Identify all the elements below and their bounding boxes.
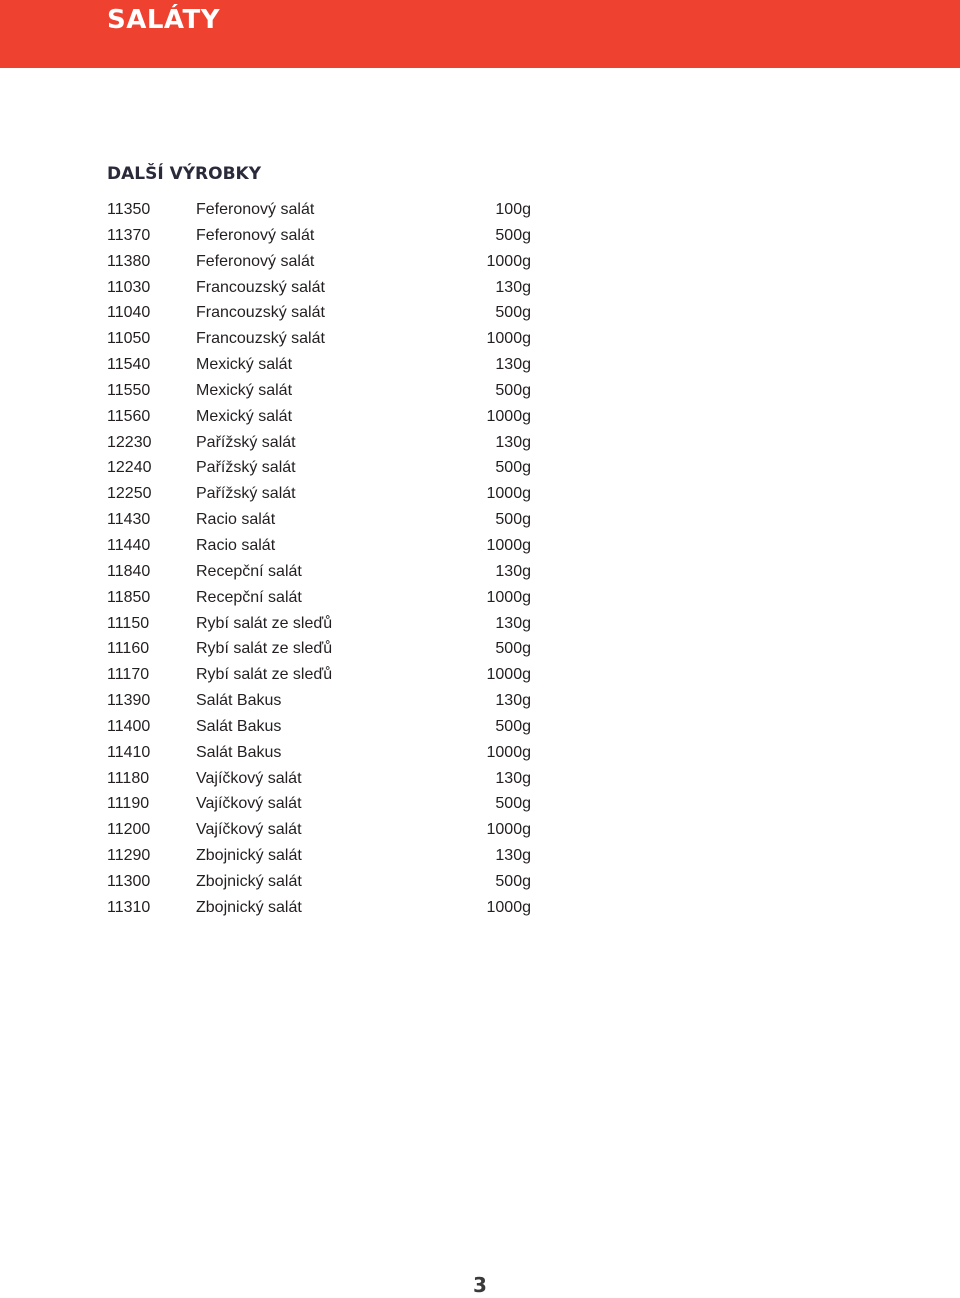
product-name: Mexický salát: [196, 407, 293, 425]
product-weight: 1000g: [486, 407, 531, 425]
product-code: 11390: [107, 692, 151, 710]
product-name: Recepční salát: [196, 562, 302, 580]
product-code: 11350: [107, 201, 151, 218]
product-row: [107, 378, 531, 404]
product-code: 11840: [107, 562, 151, 580]
product-row: [107, 766, 531, 792]
product-code: 12230: [107, 433, 152, 451]
product-name: Salát Bakus: [196, 743, 282, 761]
product-weight: 500g: [495, 511, 531, 529]
product-row: [107, 404, 531, 430]
product-name: Mexický salát: [196, 381, 293, 399]
product-code: 11300: [107, 872, 151, 890]
product-row: [107, 662, 531, 688]
product-row: [107, 688, 531, 714]
product-name: Feferonový salát: [196, 201, 315, 218]
product-name: Pařížský salát: [196, 485, 296, 503]
product-row: [107, 197, 531, 223]
product-name: Feferonový salát: [196, 226, 315, 244]
product-row: [107, 740, 531, 766]
product-name: Salát Bakus: [196, 692, 282, 710]
product-code: 11180: [107, 769, 150, 787]
product-weight: 130g: [495, 562, 531, 580]
product-weight: 500g: [495, 640, 531, 658]
page-number: 3: [473, 1273, 487, 1297]
product-weight: 1000g: [486, 821, 531, 839]
product-row: [107, 249, 531, 275]
product-weight: 130g: [495, 356, 531, 374]
product-code: 11550: [107, 381, 151, 399]
product-name: Feferonový salát: [196, 252, 315, 270]
product-name: Pařížský salát: [196, 433, 296, 451]
product-row: [107, 507, 531, 533]
product-row: [107, 300, 531, 326]
product-name: Zbojnický salát: [196, 872, 302, 890]
product-code: 11200: [107, 821, 151, 839]
product-code: 11370: [107, 226, 151, 244]
product-row: [107, 430, 531, 456]
product-weight: 100g: [495, 201, 531, 218]
product-row: [107, 223, 531, 249]
product-row: [107, 559, 531, 585]
product-name: Racio salát: [196, 511, 276, 529]
product-code: 12250: [107, 485, 152, 503]
product-name: Rybí salát ze sleďů: [196, 666, 333, 684]
product-list: [107, 197, 531, 921]
product-row: [107, 533, 531, 559]
product-code: 11400: [107, 717, 151, 735]
product-name: Salát Bakus: [196, 717, 282, 735]
product-weight: 500g: [495, 872, 531, 890]
product-name: Mexický salát: [196, 356, 293, 374]
product-name: Vajíčkový salát: [196, 769, 302, 787]
product-code: 11170: [107, 666, 150, 684]
product-row: [107, 275, 531, 301]
product-code: 12240: [107, 459, 152, 477]
product-name: Racio salát: [196, 536, 276, 554]
product-weight: 500g: [495, 459, 531, 477]
header-bar: [0, 0, 960, 68]
product-weight: 130g: [495, 614, 531, 632]
product-row: [107, 843, 531, 869]
product-row: [107, 326, 531, 352]
product-weight: 1000g: [486, 588, 531, 606]
product-row: [107, 611, 531, 637]
product-row: [107, 636, 531, 662]
product-code: 11160: [107, 640, 150, 658]
product-weight: 1000g: [486, 330, 531, 348]
product-code: 11050: [107, 330, 151, 348]
product-row: [107, 817, 531, 843]
product-weight: 500g: [495, 717, 531, 735]
product-code: 11430: [107, 511, 151, 529]
product-code: 11540: [107, 356, 151, 374]
product-code: 11190: [107, 795, 150, 813]
product-row: [107, 869, 531, 895]
product-weight: 500g: [495, 304, 531, 322]
product-weight: 1000g: [486, 485, 531, 503]
product-code: 11850: [107, 588, 151, 606]
product-name: Francouzský salát: [196, 304, 325, 322]
product-weight: 500g: [495, 226, 531, 244]
section-heading: DALŠÍ VÝROBKY: [107, 164, 262, 184]
product-weight: 130g: [495, 433, 531, 451]
product-name: Vajíčkový salát: [196, 795, 302, 813]
product-weight: 130g: [495, 692, 531, 710]
product-code: 11290: [107, 847, 151, 865]
product-name: Vajíčkový salát: [196, 821, 302, 839]
product-code: 11440: [107, 536, 151, 554]
page-title: SALÁTY: [107, 5, 221, 35]
product-weight: 130g: [495, 847, 531, 865]
product-code: 11150: [107, 614, 150, 632]
product-weight: 1000g: [486, 666, 531, 684]
product-name: Rybí salát ze sleďů: [196, 614, 333, 632]
product-code: 11560: [107, 407, 151, 425]
product-name: Rybí salát ze sleďů: [196, 640, 333, 658]
product-name: Pařížský salát: [196, 459, 296, 477]
product-row: [107, 714, 531, 740]
product-row: [107, 455, 531, 481]
product-code: 11310: [107, 898, 151, 916]
product-weight: 1000g: [486, 743, 531, 761]
product-weight: 1000g: [486, 536, 531, 554]
product-weight: 1000g: [486, 252, 531, 270]
product-code: 11380: [107, 252, 151, 270]
product-row: [107, 895, 531, 921]
product-row: [107, 585, 531, 611]
product-row: [107, 481, 531, 507]
product-name: Zbojnický salát: [196, 898, 302, 916]
product-weight: 130g: [495, 769, 531, 787]
product-name: Zbojnický salát: [196, 847, 302, 865]
product-weight: 500g: [495, 381, 531, 399]
product-name: Francouzský salát: [196, 330, 325, 348]
product-weight: 500g: [495, 795, 531, 813]
product-name: Recepční salát: [196, 588, 302, 606]
product-code: 11030: [107, 278, 151, 296]
product-code: 11410: [107, 743, 151, 761]
product-code: 11040: [107, 304, 151, 322]
product-name: Francouzský salát: [196, 278, 325, 296]
product-weight: 130g: [495, 278, 531, 296]
product-row: [107, 791, 531, 817]
product-weight: 1000g: [486, 898, 531, 916]
product-row: [107, 352, 531, 378]
